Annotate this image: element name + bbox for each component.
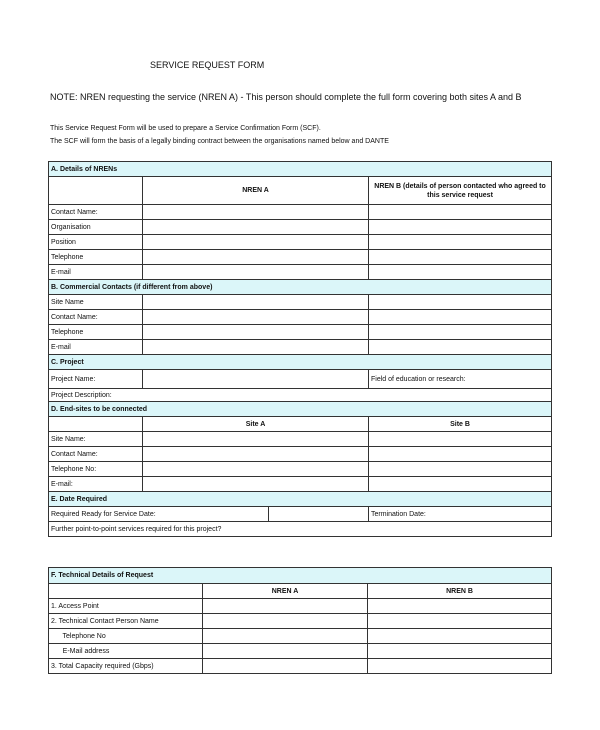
form-note: NOTE: NREN requesting the service (NREN A) - This person should complete the full form covering both sites A and B — [50, 92, 522, 102]
row-label: Contact Name: — [49, 310, 143, 325]
input-cell[interactable] — [203, 644, 368, 659]
input-cell[interactable] — [143, 477, 369, 492]
blank-cell — [49, 584, 203, 599]
col-nren-b: NREN B — [368, 584, 552, 599]
input-cell[interactable] — [369, 295, 552, 310]
col-nren-a: NREN A — [203, 584, 368, 599]
section-d-header: D. End-sites to be connected — [49, 402, 552, 417]
row-label: Telephone — [49, 325, 143, 340]
ready-date-label: Required Ready for Service Date: — [49, 507, 269, 522]
input-cell[interactable] — [369, 462, 552, 477]
further-services-label: Further point-to-point services required for this project? — [51, 525, 222, 533]
row-label: Telephone — [49, 250, 143, 265]
input-cell[interactable] — [368, 629, 552, 644]
further-services-cell[interactable] — [49, 522, 552, 537]
input-cell[interactable] — [369, 250, 552, 265]
row-label: E-Mail address — [49, 644, 203, 659]
input-cell[interactable] — [143, 325, 369, 340]
blank-cell — [49, 417, 143, 432]
input-cell[interactable] — [203, 599, 368, 614]
input-cell[interactable] — [143, 265, 369, 280]
project-desc-label: Project Description: — [51, 391, 112, 399]
section-c-header: C. Project — [49, 355, 552, 370]
service-request-table — [48, 161, 552, 537]
col-nren-b: NREN B (details of person contacted who agreed to this service request — [369, 177, 552, 205]
input-cell[interactable] — [369, 325, 552, 340]
row-label: E-mail — [49, 265, 143, 280]
input-cell[interactable] — [368, 644, 552, 659]
input-cell[interactable] — [143, 250, 369, 265]
input-cell[interactable] — [369, 205, 552, 220]
input-cell[interactable] — [369, 235, 552, 250]
row-label: 3. Total Capacity required (Gbps) — [49, 659, 203, 674]
field-label: Field of education or research: — [371, 375, 466, 383]
section-f-header: F. Technical Details of Request — [49, 568, 552, 584]
input-cell[interactable] — [369, 477, 552, 492]
section-e-header: E. Date Required — [49, 492, 552, 507]
input-cell[interactable] — [143, 235, 369, 250]
termination-label: Termination Date: — [369, 507, 439, 522]
input-cell[interactable] — [203, 614, 368, 629]
termination-input[interactable] — [439, 507, 552, 522]
input-cell[interactable] — [203, 659, 368, 674]
row-label: Site Name — [49, 295, 143, 310]
project-name-label: Project Name: — [49, 370, 143, 389]
input-cell[interactable] — [369, 447, 552, 462]
project-description-cell[interactable] — [49, 389, 552, 402]
input-cell[interactable] — [203, 629, 368, 644]
row-label: E-mail: — [49, 477, 143, 492]
input-cell[interactable] — [369, 432, 552, 447]
col-site-b: Site B — [369, 417, 552, 432]
input-cell[interactable] — [143, 462, 369, 477]
field-of-research-cell[interactable] — [369, 370, 552, 389]
row-label: Organisation — [49, 220, 143, 235]
input-cell[interactable] — [369, 265, 552, 280]
col-site-a: Site A — [143, 417, 369, 432]
row-label: 2. Technical Contact Person Name — [49, 614, 203, 629]
input-cell[interactable] — [369, 340, 552, 355]
input-cell[interactable] — [143, 340, 369, 355]
input-cell[interactable] — [143, 295, 369, 310]
row-label: E-mail — [49, 340, 143, 355]
section-b-header: B. Commercial Contacts (if different from above) — [49, 280, 552, 295]
input-cell[interactable] — [369, 310, 552, 325]
input-cell[interactable] — [143, 220, 369, 235]
input-cell[interactable] — [143, 310, 369, 325]
input-cell[interactable] — [143, 447, 369, 462]
row-label: Contact Name: — [49, 447, 143, 462]
input-cell[interactable] — [143, 205, 369, 220]
row-label: Telephone No — [49, 629, 203, 644]
input-cell[interactable] — [368, 614, 552, 629]
section-a-header: A. Details of NRENs — [49, 162, 552, 177]
intro-line-2: The SCF will form the basis of a legally binding contract between the organisations named below and DANTE — [50, 138, 389, 145]
form-title: SERVICE REQUEST FORM — [150, 60, 265, 70]
input-cell[interactable] — [143, 432, 369, 447]
row-label: Position — [49, 235, 143, 250]
row-label: Site Name: — [49, 432, 143, 447]
input-cell[interactable] — [368, 599, 552, 614]
blank-cell — [49, 177, 143, 205]
ready-date-input[interactable] — [269, 507, 369, 522]
intro-line-1: This Service Request Form will be used to prepare a Service Confirmation Form (SCF). — [50, 125, 321, 132]
project-name-input[interactable] — [143, 370, 369, 389]
technical-details-table — [48, 567, 552, 674]
input-cell[interactable] — [368, 659, 552, 674]
row-label: 1. Access Point — [49, 599, 203, 614]
row-label: Contact Name: — [49, 205, 143, 220]
col-nren-a: NREN A — [143, 177, 369, 205]
row-label: Telephone No: — [49, 462, 143, 477]
input-cell[interactable] — [369, 220, 552, 235]
